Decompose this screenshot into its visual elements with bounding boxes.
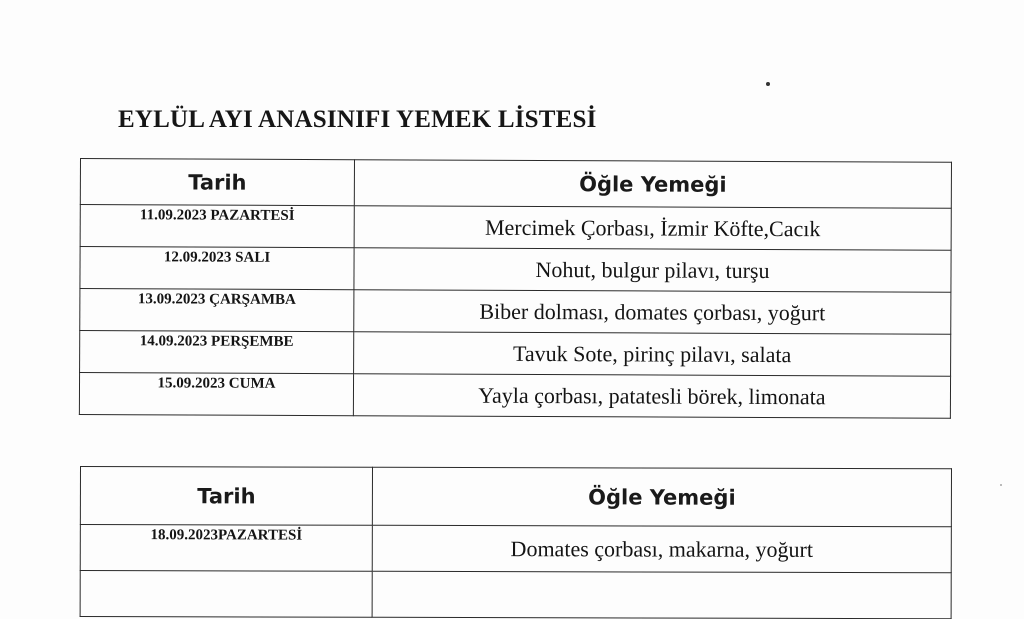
table-row [80, 205, 951, 251]
date-cell: 12.09.2023 SALI [80, 247, 354, 290]
date-cell: 11.09.2023 PAZARTESİ [80, 205, 354, 248]
scan-speck [1000, 484, 1002, 486]
meal-column-header: Öğle Yemeği [354, 160, 951, 209]
date-cell: 18.09.2023PAZARTESİ [80, 525, 372, 572]
table-header-row [80, 467, 951, 527]
meal-cell: Nohut, bulgur pilavı, turşu [354, 248, 951, 293]
meal-cell: Domates çorbası, makarna, yoğurt [372, 525, 951, 573]
date-column-header: Tarih [80, 159, 354, 206]
date-cell: 15.09.2023 CUMA [79, 373, 353, 416]
table-header-row [80, 159, 951, 209]
meal-column-header: Öğle Yemeği [372, 467, 951, 527]
document-title: EYLÜL AYI ANASINIFI YEMEK LİSTESİ [118, 106, 597, 133]
meal-cell: Biber dolması, domates çorbası, yoğurt [354, 290, 951, 335]
date-column-header: Tarih [80, 467, 372, 526]
table-row [80, 571, 951, 619]
table-row [80, 289, 951, 335]
date-cell: 14.09.2023 PERŞEMBE [80, 331, 354, 374]
date-cell [80, 571, 372, 618]
table-row [80, 525, 951, 573]
menu-table-week-1 [79, 158, 952, 419]
date-cell: 13.09.2023 ÇARŞAMBA [80, 289, 354, 332]
table-row [79, 373, 950, 419]
meal-cell [372, 571, 951, 619]
meal-cell: Mercimek Çorbası, İzmir Köfte,Cacık [354, 206, 951, 251]
table-row [80, 331, 951, 377]
scan-speck [766, 82, 770, 86]
meal-cell: Yayla çorbası, patatesli börek, limonata [353, 374, 950, 419]
menu-table-week-2 [80, 466, 952, 619]
meal-cell: Tavuk Sote, pirinç pilavı, salata [354, 332, 951, 377]
table-row [80, 247, 951, 293]
